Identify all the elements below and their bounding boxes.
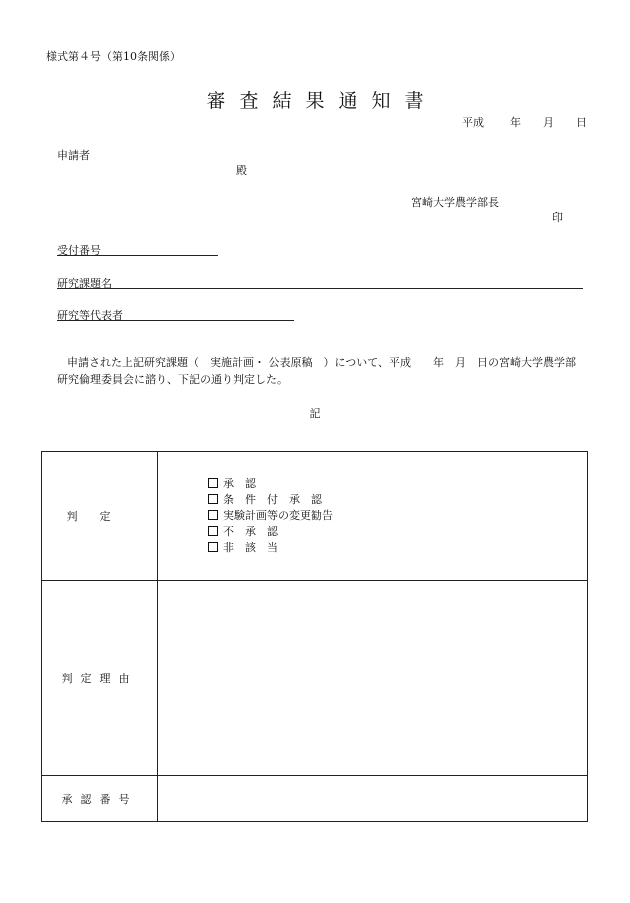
checkbox-approve[interactable] xyxy=(208,478,218,488)
judgment-row xyxy=(42,452,588,581)
seal-mark: 印 xyxy=(552,211,563,224)
issuer-name: 宮崎大学農学部長 xyxy=(411,196,499,209)
option-conditional-label: 条 件 付 承 認 xyxy=(223,493,322,506)
applicant-label: 申請者 xyxy=(57,149,90,162)
approval-number-label: 承認番号 xyxy=(42,776,158,822)
date-era: 平成 xyxy=(462,116,484,129)
honorific: 殿 xyxy=(236,164,247,177)
date-day-unit: 日 xyxy=(576,116,587,129)
option-revision xyxy=(208,508,587,524)
research-title-line xyxy=(57,288,583,289)
option-approve xyxy=(208,476,587,492)
date-line xyxy=(462,114,587,130)
date-month-unit: 月 xyxy=(543,116,554,129)
judgment-label: 判定 xyxy=(42,452,158,581)
option-revision-label: 実験計画等の変更勧告 xyxy=(223,509,333,522)
ki-mark: 記 xyxy=(309,407,321,420)
checkbox-not-applicable[interactable] xyxy=(208,542,218,552)
reason-label: 判定理由 xyxy=(42,581,158,776)
receipt-number-label: 受付番号 xyxy=(57,244,101,257)
form-number: 様式第４号（第10条関係） xyxy=(46,50,181,63)
approval-number-row xyxy=(42,776,588,822)
representative-line xyxy=(57,320,294,321)
representative-label: 研究等代表者 xyxy=(57,309,123,322)
research-title-label: 研究課題名 xyxy=(57,277,112,290)
checkbox-conditional[interactable] xyxy=(208,494,218,504)
body-paragraph xyxy=(57,354,577,388)
date-year-unit: 年 xyxy=(510,116,521,129)
option-approve-label: 承 認 xyxy=(223,477,256,490)
receipt-number-line xyxy=(57,255,218,256)
checkbox-reject[interactable] xyxy=(208,526,218,536)
option-not-applicable xyxy=(208,540,587,556)
checkbox-revision[interactable] xyxy=(208,510,218,520)
option-reject xyxy=(208,524,587,540)
body-line-1: 申請された上記研究課題（ 実施計画・ 公表原稿 ）について、平成 年 月 日の宮崎大学農学部 xyxy=(67,356,577,369)
option-not-applicable-label: 非 該 当 xyxy=(223,541,278,554)
judgment-options-cell xyxy=(158,452,588,581)
judgment-options xyxy=(158,476,587,556)
document-title: 審査結果通知書 xyxy=(206,90,438,112)
reason-row xyxy=(42,581,588,776)
reason-cell[interactable] xyxy=(158,581,588,776)
option-conditional xyxy=(208,492,587,508)
result-table xyxy=(41,451,588,822)
option-reject-label: 不 承 認 xyxy=(223,525,278,538)
approval-number-cell[interactable] xyxy=(158,776,588,822)
body-line-2: 研究倫理委員会に諮り、下記の通り判定した。 xyxy=(57,373,288,386)
